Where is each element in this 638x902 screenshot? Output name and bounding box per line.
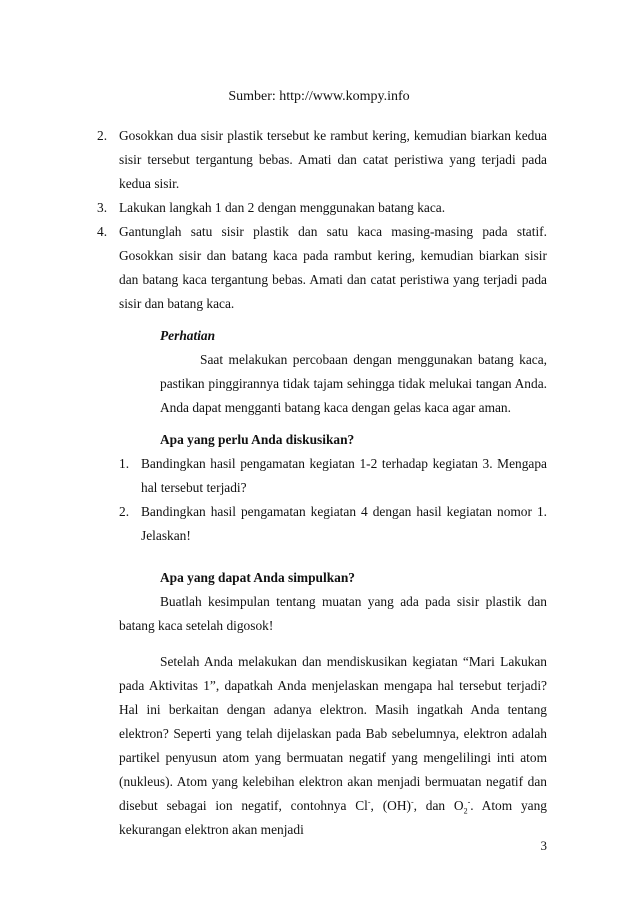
body-text-tail: . Atom yang kekurangan elektron akan menjadi (119, 798, 547, 837)
body-text-mid1: , (OH) (370, 798, 411, 813)
hydroxide-charge: - (410, 797, 414, 807)
step-item-4 (97, 220, 547, 316)
discuss-item-1 (119, 452, 547, 500)
discuss-number: 2. (119, 504, 130, 519)
image-source-caption: Sumber: http://www.kompy.info (228, 89, 410, 104)
discuss-text: Bandingkan hasil pengamatan kegiatan 4 dengan hasil kegiatan nomor 1. Jelaskan! (141, 504, 547, 543)
step-item-2 (97, 124, 547, 196)
step-number: 4. (97, 224, 108, 239)
step-text: Gantunglah satu sisir plastik dan satu kaca masing-masing pada statif. Gosokkan sisir dan batang kaca pada rambut kering, kemudian biarkan sisir dan batang kaca tergantung bebas. Amati dan catat peristiwa yang terjadi pada sisir dan batang kaca. (119, 224, 547, 311)
discuss-number: 1. (119, 456, 130, 471)
page-number: 3 (540, 838, 547, 853)
step-text: Gosokkan dua sisir plastik tersebut ke rambut kering, kemudian biarkan kedua sisir tersebut tergantung bebas. Amati dan catat peristiwa yang terjadi pada kedua sisir. (119, 128, 547, 191)
body-text-mid2: , dan O (413, 798, 464, 813)
oxygen-charge: - (467, 797, 471, 807)
oxygen-subscript: 2 (463, 806, 468, 816)
body-text-main: Setelah Anda melakukan dan mendiskusikan kegiatan “Mari Lakukan pada Aktivitas 1”, dapatkah Anda menjelaskan mengapa hal tersebut terjadi? Hal ini berkaitan dengan adanya elektron. Masih ingatkah Anda tentang elektron? Seperti yang telah dijelaskan pada Bab sebelumnya, elektron adalah partikel penyusun atom yang bermuatan negatif yang mengelilingi inti atom (nukleus). Atom yang kelebihan elektron akan menjadi bermuatan negatif dan disebut sebagai ion negatif, contohnya Cl (119, 654, 547, 813)
caution-title: Perhatian (160, 328, 216, 343)
discuss-title: Apa yang perlu Anda diskusikan? (160, 432, 355, 447)
discuss-text: Bandingkan hasil pengamatan kegiatan 1-2 terhadap kegiatan 3. Mengapa hal tersebut terjadi? (141, 456, 547, 495)
discuss-item-2 (119, 500, 547, 548)
step-number: 3. (97, 200, 108, 215)
step-text: Lakukan langkah 1 dan 2 dengan menggunakan batang kaca. (119, 200, 446, 215)
step-item-3 (97, 196, 547, 220)
conclude-title: Apa yang dapat Anda simpulkan? (160, 570, 355, 585)
step-number: 2. (97, 128, 108, 143)
caution-text: Saat melakukan percobaan dengan menggunakan batang kaca, pastikan pinggirannya tidak tajam sehingga tidak melukai tangan Anda. Anda dapat mengganti batang kaca dengan gelas kaca agar aman. (160, 352, 547, 415)
body-paragraph (119, 650, 547, 842)
chloride-charge: - (367, 797, 371, 807)
conclude-text: Buatlah kesimpulan tentang muatan yang ada pada sisir plastik dan batang kaca setelah digosok! (119, 594, 547, 633)
